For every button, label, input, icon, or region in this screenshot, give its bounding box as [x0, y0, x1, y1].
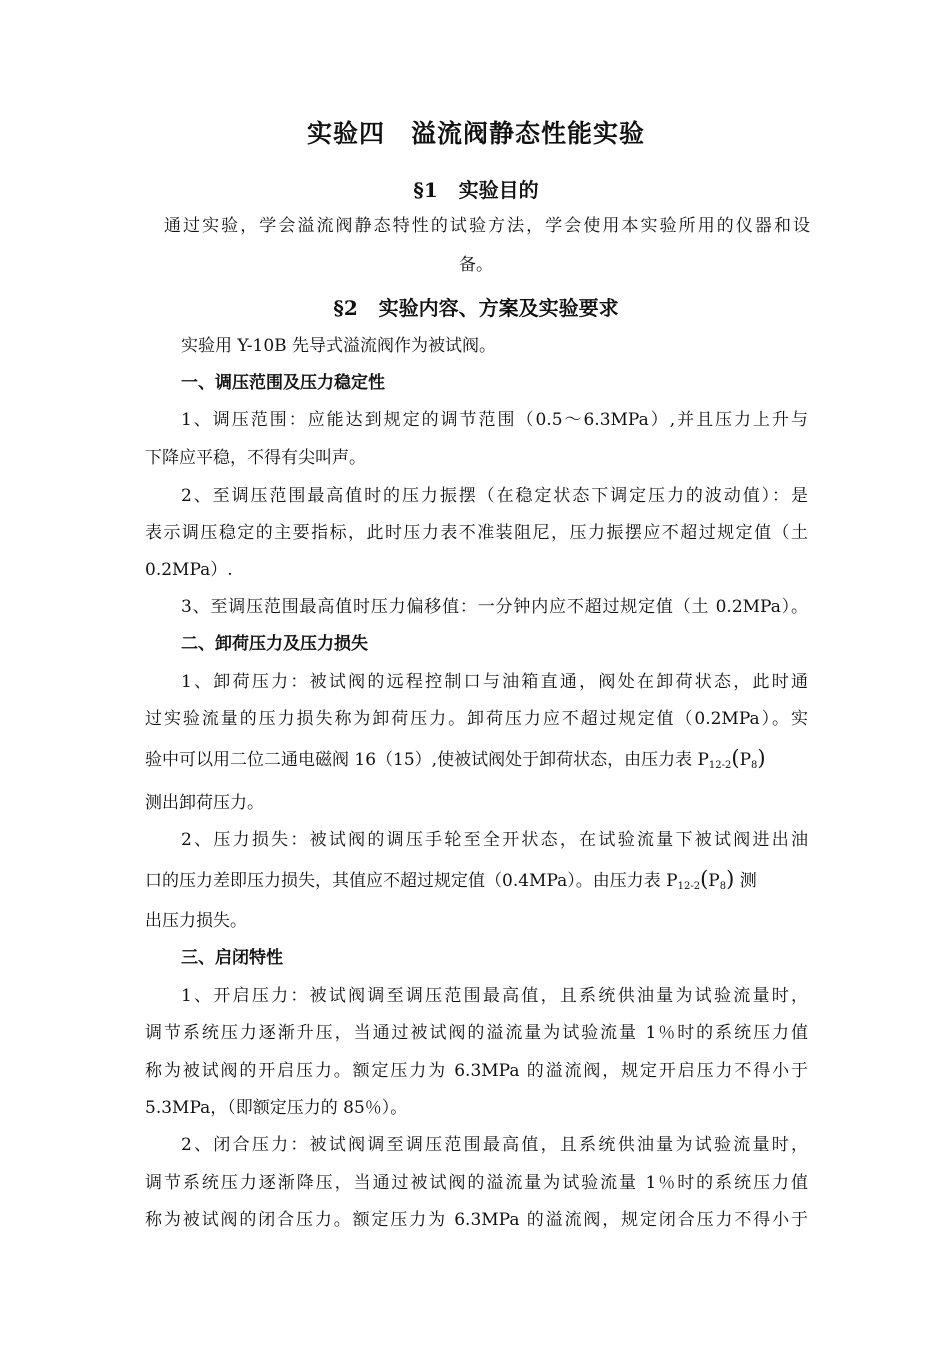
part3-p1-line1: 1、开启压力：被试阀调至调压范围最高值，且系统供油量为试验流量时，: [181, 986, 808, 1006]
pressure-gauge-subscript: 12-2: [677, 881, 701, 892]
part1-p2-line3: 0.2MPa）.: [145, 560, 233, 580]
purpose-line-2: 备。: [459, 255, 493, 275]
part2-p1-line2: 过实验流量的压力损失称为卸荷压力。卸荷压力应不超过规定值（0.2MPa）。实: [145, 709, 808, 729]
part2-p1-line3-text: 验中可以用二位二通电磁阀 16（15）,使被试阀处于卸荷状态，由压力表 P: [145, 750, 709, 770]
purpose-line-1: 通过实验，学会溢流阀静态特性的试验方法，学会使用本实验所用的仪器和设: [164, 216, 810, 236]
section-2-heading: [0, 292, 952, 321]
section-label: 实验内容、方案及实验要求: [378, 296, 619, 320]
part1-p1-line1: 1、调压范围：应能达到规定的调节范围（0.5～6.3MPa）,并且压力上升与: [181, 410, 808, 430]
pressure-gauge-subscript: 12-2: [708, 760, 732, 771]
pressure-gauge-p8: P: [739, 750, 752, 770]
part2-p2-line2-end: 测: [739, 871, 757, 891]
part2-p1-line4: 测出卸荷压力。: [145, 793, 264, 813]
part1-heading: 一、调压范围及压力稳定性: [181, 373, 385, 393]
part3-p2-line2: 调节系统压力逐渐降压，当通过被试阀的溢流量为试验流量 1％时的系统压力值: [145, 1173, 808, 1193]
part2-p1-line3: 验中可以用二位二通电磁阀 16（15）,使被试阀处于卸荷状态，由压力表 $P_{12-2}(P_8)$: [145, 746, 766, 771]
part3-heading: 三、启闭特性: [181, 948, 283, 968]
part2-p2-line2: 口的压力差即压力损失，其值应不超过规定值（0.4MPa）。由压力表 $P_{12-2}(P_8)$ 测: [145, 867, 757, 892]
section-1-heading: [0, 174, 952, 203]
intro-text: 实验用 Y-10B 先导式溢流阀作为被试阀。: [181, 336, 497, 356]
part2-p1-line1: 1、卸荷压力：被试阀的远程控制口与油箱直通，阀处在卸荷状态，此时通: [181, 672, 808, 692]
part3-p1-line3: 称为被试阀的开启压力。额定压力为 6.3MPa 的溢流阀，规定开启压力不得小于: [145, 1061, 808, 1081]
section-mark: §1: [413, 178, 438, 202]
part3-p2-line3: 称为被试阀的闭合压力。额定压力为 6.3MPa 的溢流阀，规定闭合压力不得小于: [145, 1210, 808, 1230]
part1-p2-line2: 表示调压稳定的主要指标，此时压力表不准装阻尼，压力振摆应不超过规定值（土: [145, 523, 808, 543]
part3-p2-line1: 2、闭合压力：被试阀调至调压范围最高值，且系统供油量为试验流量时，: [181, 1135, 808, 1155]
part3-p1-line4: 5.3MPa，（即额定压力的 85％）。: [145, 1098, 408, 1118]
pressure-gauge-p8-subscript: 8: [751, 760, 758, 771]
part2-p2-line1: 2、压力损失：被试阀的调压手轮至全开状态，在试验流量下被试阀进出油: [181, 830, 808, 850]
page-title: 实验四 溢流阀静态性能实验: [306, 119, 645, 148]
pressure-gauge-p8-subscript: 8: [719, 881, 727, 892]
part2-p2-line2-text: 口的压力差即压力损失，其值应不超过规定值（0.4MPa）。由压力表 P: [145, 871, 678, 891]
part1-p1-line2: 下降应平稳，不得有尖叫声。: [145, 448, 366, 468]
part1-p2-line1: 2、至调压范围最高值时的压力振摆（在稳定状态下调定压力的波动值）：是: [181, 486, 808, 506]
section-label: 实验目的: [458, 178, 539, 202]
pressure-gauge-p8: P: [708, 871, 720, 891]
part2-p2-line3: 出压力损失。: [145, 911, 247, 931]
part1-p3-line1: 3、至调压范围最高值时压力偏移值：一分钟内应不超过规定值（土 0.2MPa）。: [181, 597, 808, 617]
section-mark: §2: [333, 296, 358, 320]
part3-p1-line2: 调节系统压力逐渐升压，当通过被试阀的溢流量为试验流量 1％时的系统压力值: [145, 1023, 808, 1043]
part2-heading: 二、卸荷压力及压力损失: [181, 634, 368, 654]
